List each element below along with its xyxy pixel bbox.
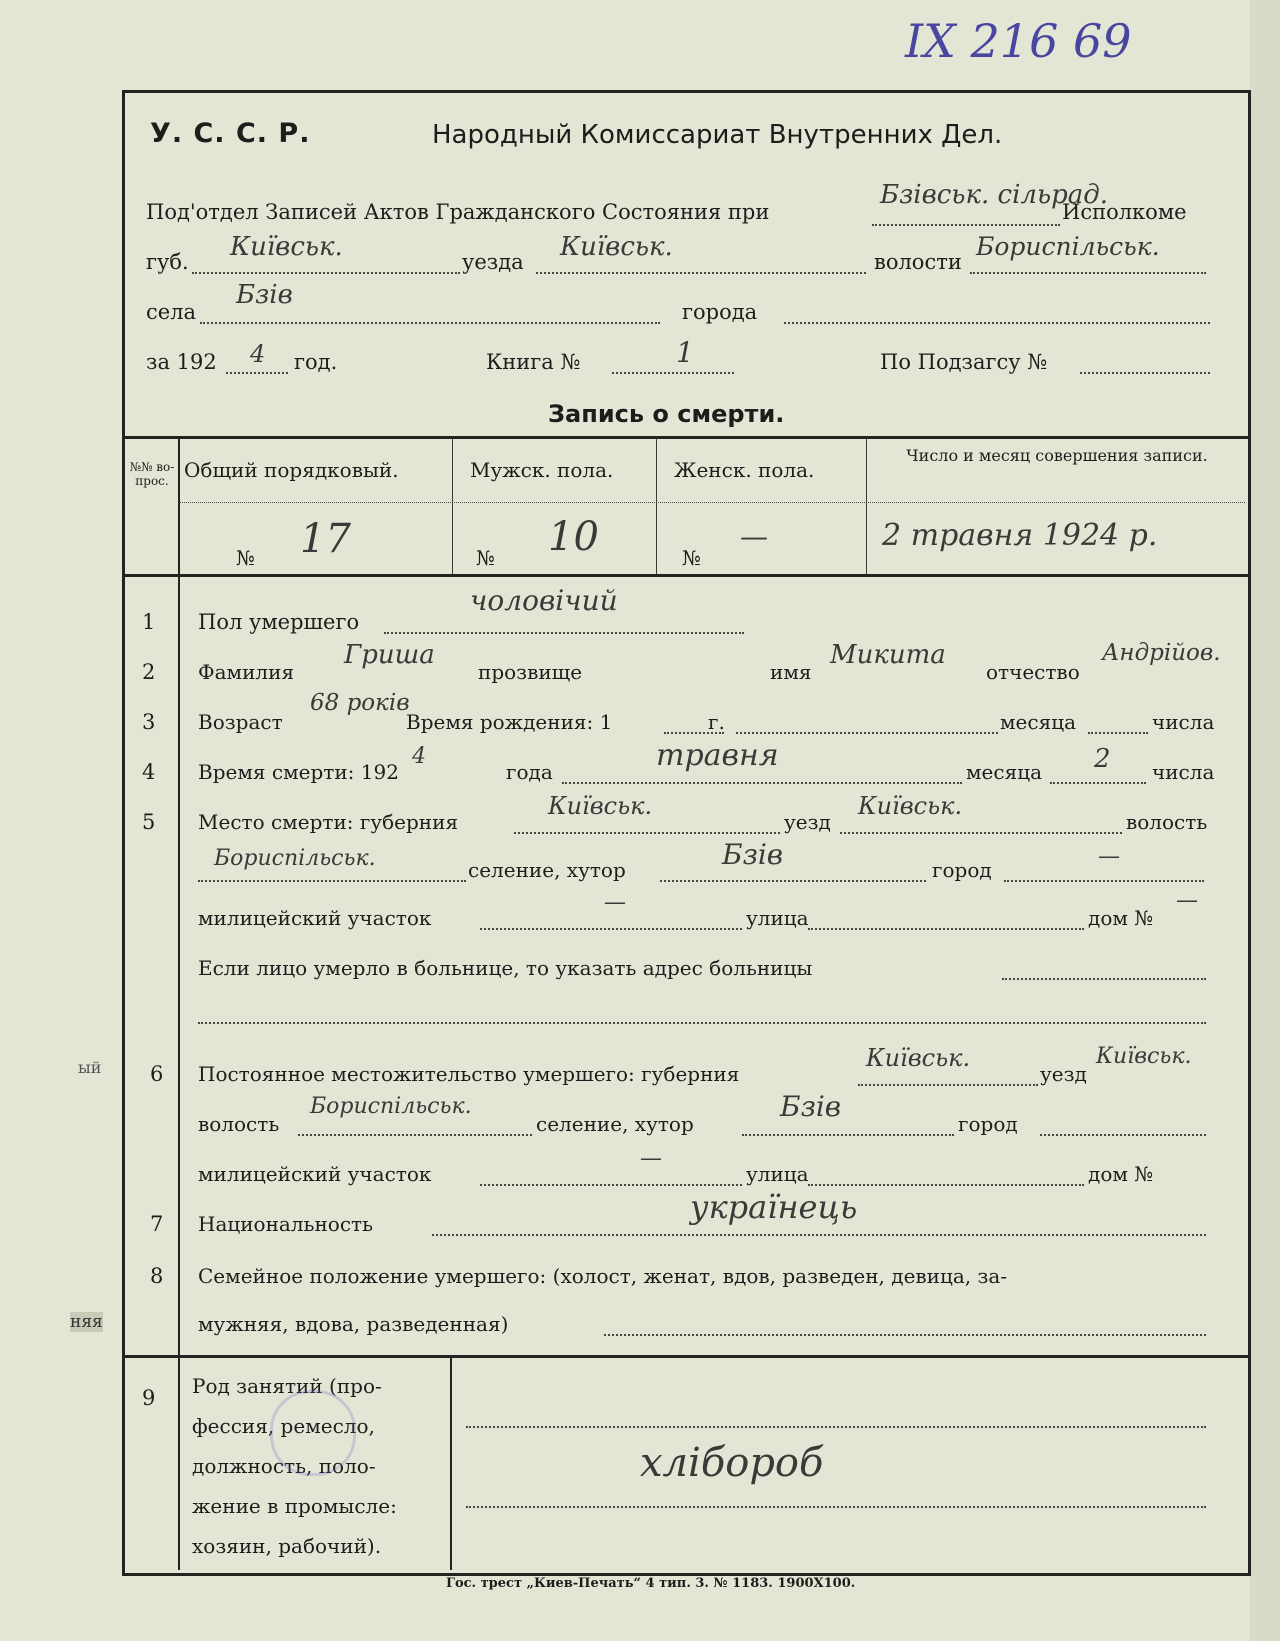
r6-mil-value: — bbox=[640, 1146, 662, 1171]
row-number: 5 bbox=[142, 810, 156, 834]
r9-value: хлібороб bbox=[640, 1440, 824, 1486]
volost-value: Бориспільськ. bbox=[976, 232, 1160, 261]
r6-uezd-value: Київськ. bbox=[1096, 1044, 1192, 1069]
r2-otch-label: отчество bbox=[986, 660, 1080, 684]
r6-mil-label: милицейский участок bbox=[198, 1162, 432, 1186]
selo-line bbox=[200, 322, 660, 324]
r5-uezd-line bbox=[840, 832, 1122, 834]
volost-label: волости bbox=[874, 250, 962, 274]
r9-label-1: Род занятий (про- bbox=[192, 1374, 382, 1398]
r6-house-label: дом № bbox=[1088, 1162, 1154, 1186]
r6-gorod-line bbox=[1040, 1134, 1206, 1136]
r1-line bbox=[384, 632, 744, 634]
r5-gorod-value: — bbox=[1098, 844, 1120, 869]
record-title: Запись о смерти. bbox=[548, 400, 785, 428]
r5-mil-label: милицейский участок bbox=[198, 906, 432, 930]
r4-goda-label: года bbox=[506, 760, 553, 784]
r5-street-line bbox=[808, 928, 1084, 930]
r1-label: Пол умершего bbox=[198, 610, 360, 634]
uezd-label: уезда bbox=[462, 250, 524, 274]
row-number: 9 bbox=[142, 1386, 156, 1410]
r6-mil-line bbox=[480, 1184, 742, 1186]
r3-g-label: г. bbox=[708, 710, 725, 734]
gub-line bbox=[192, 272, 460, 274]
r2-fam-value: Гриша bbox=[344, 640, 435, 670]
r3-day-label: числа bbox=[1152, 710, 1215, 734]
col-male-header: Мужск. пола. bbox=[470, 458, 614, 482]
header-bottom-rule bbox=[122, 574, 1248, 577]
r9-label-3: должность, поло- bbox=[192, 1454, 376, 1478]
r5-selo-label: селение, хутор bbox=[468, 858, 626, 882]
r6-gorod-label: город bbox=[958, 1112, 1018, 1136]
margin-note: ый bbox=[78, 1058, 102, 1077]
row-number: 4 bbox=[142, 760, 156, 784]
r6-street-label: улица bbox=[746, 1162, 809, 1186]
female-value: — bbox=[740, 520, 768, 553]
col-rule bbox=[866, 438, 867, 574]
header-sub-rule bbox=[180, 502, 1245, 503]
r2-nick-label: прозвище bbox=[478, 660, 583, 684]
podzags-line bbox=[1080, 372, 1210, 374]
r2-otch-value: Андрійов. bbox=[1102, 640, 1221, 666]
r4-year-value: 4 bbox=[412, 744, 426, 769]
subdept-value: Бзівськ. сільрад. bbox=[880, 180, 1108, 210]
row9-col-rule bbox=[450, 1357, 452, 1570]
r5-place-label: Место смерти: губерния bbox=[198, 810, 459, 834]
printer-imprint: Гос. трест „Киев-Печать“ 4 тип. 3. № 1183. 1900Х100. bbox=[446, 1576, 856, 1591]
gub-value: Київськ. bbox=[230, 232, 343, 262]
r4-month-line bbox=[562, 782, 962, 784]
row-number: 6 bbox=[150, 1062, 164, 1086]
general-prefix: № bbox=[236, 546, 255, 570]
r8-line bbox=[604, 1334, 1206, 1336]
row-number: 7 bbox=[150, 1212, 164, 1236]
qnum-col-rule bbox=[178, 436, 180, 1570]
r3-age-value: 68 років bbox=[310, 690, 410, 716]
r9-label-4: жение в промысле: bbox=[192, 1494, 397, 1518]
row-number: 1 bbox=[142, 610, 156, 634]
gorod-label: города bbox=[682, 300, 758, 324]
r5-gorod-label: город bbox=[932, 858, 992, 882]
table-top-rule bbox=[122, 436, 1248, 439]
year-label: за 192 bbox=[146, 350, 217, 374]
r5-hosp-line-2 bbox=[198, 1022, 1206, 1024]
gub-label: губ. bbox=[146, 250, 189, 274]
book-value: 1 bbox=[676, 336, 694, 369]
r6-gub-value: Київськ. bbox=[866, 1044, 971, 1072]
col-general-header: Общий порядковый. bbox=[184, 458, 399, 482]
r6-selo-label: селение, хутор bbox=[536, 1112, 694, 1136]
male-prefix: № bbox=[476, 546, 495, 570]
commissariat-title: Народный Комиссариат Внутренних Дел. bbox=[432, 120, 1003, 150]
r4-day-line bbox=[1050, 782, 1146, 784]
r5-volost-value: Бориспільськ. bbox=[214, 846, 376, 871]
volost-line bbox=[970, 272, 1206, 274]
r5-volost-line bbox=[198, 880, 466, 882]
col-nn-header: №№ во- прос. bbox=[129, 460, 175, 488]
r2-fam-label: Фамилия bbox=[198, 660, 295, 684]
row-number: 3 bbox=[142, 710, 156, 734]
r5-hospital-label: Если лицо умерло в больнице, то указать адрес больницы bbox=[198, 956, 813, 980]
r9-line-1 bbox=[466, 1426, 1206, 1428]
r4-month-label: месяца bbox=[966, 760, 1042, 784]
uezd-line bbox=[536, 272, 866, 274]
r5-gub-line bbox=[514, 832, 780, 834]
general-value: 17 bbox=[300, 516, 351, 562]
r3-day-line bbox=[1088, 732, 1148, 734]
book-label: Книга № bbox=[486, 350, 581, 374]
r5-gub-value: Київськ. bbox=[548, 792, 653, 820]
subdept-label: Под'отдел Записей Актов Гражданского Состояния при bbox=[146, 200, 770, 224]
col-female-header: Женск. пола. bbox=[674, 458, 815, 482]
r9-line-2 bbox=[466, 1506, 1206, 1508]
r4-month-value: травня bbox=[656, 738, 779, 773]
r6-gub-line bbox=[858, 1084, 1038, 1086]
margin-note: няя bbox=[70, 1312, 103, 1332]
r7-line bbox=[432, 1234, 1206, 1236]
r4-day-label: числа bbox=[1152, 760, 1215, 784]
r6-res-label: Постоянное местожительство умершего: губерния bbox=[198, 1062, 740, 1086]
r6-volost-value: Бориспільськ. bbox=[310, 1094, 472, 1119]
year-value: 4 bbox=[250, 340, 266, 368]
uezd-value: Київськ. bbox=[560, 232, 673, 262]
r5-street-label: улица bbox=[746, 906, 809, 930]
r6-selo-line bbox=[742, 1134, 954, 1136]
gorod-line bbox=[784, 322, 1210, 324]
r5-selo-value: Бзів bbox=[722, 838, 784, 871]
year-suffix: год. bbox=[294, 350, 338, 374]
r8-label-2: мужняя, вдова, разведенная) bbox=[198, 1312, 509, 1336]
book-line bbox=[612, 372, 734, 374]
female-prefix: № bbox=[682, 546, 701, 570]
r3-age-label: Возраст bbox=[198, 710, 283, 734]
r3-month-line bbox=[736, 732, 998, 734]
r5-uezd-value: Київськ. bbox=[858, 792, 963, 820]
r6-volost-label: волость bbox=[198, 1112, 280, 1136]
row-number: 8 bbox=[150, 1264, 164, 1288]
r2-name-label: имя bbox=[770, 660, 812, 684]
r4-day-value: 2 bbox=[1094, 744, 1111, 774]
r5-hosp-line bbox=[1002, 978, 1206, 980]
r7-value: українець bbox=[690, 1188, 858, 1226]
r5-gorod-line bbox=[1004, 880, 1204, 882]
r5-uezd-label: уезд bbox=[784, 810, 831, 834]
r8-label: Семейное положение умершего: (холост, женат, вдов, разведен, девица, за- bbox=[198, 1264, 1008, 1288]
col-rule bbox=[656, 438, 657, 574]
col-rule bbox=[452, 438, 453, 574]
r6-selo-value: Бзів bbox=[780, 1090, 842, 1123]
year-line bbox=[226, 372, 288, 374]
subdept-line bbox=[872, 224, 1060, 226]
r9-label-5: хозяин, рабочий). bbox=[192, 1534, 382, 1558]
faint-stamp bbox=[270, 1390, 356, 1476]
r6-volost-line bbox=[298, 1134, 532, 1136]
r5-mil-line bbox=[480, 928, 742, 930]
r6-street-line bbox=[808, 1184, 1084, 1186]
r1-value: чоловічий bbox=[470, 584, 618, 617]
r5-volost-label: волость bbox=[1126, 810, 1208, 834]
col-date-header: Число и месяц совершения записи. bbox=[906, 446, 1208, 465]
r4-time-label: Время смерти: 192 bbox=[198, 760, 399, 784]
r7-label: Национальность bbox=[198, 1212, 373, 1236]
row-number: 2 bbox=[142, 660, 156, 684]
ispolkom-label: Исполкоме bbox=[1062, 200, 1187, 224]
r5-mil-value: — bbox=[604, 890, 626, 915]
r5-house-value: — bbox=[1176, 888, 1198, 913]
r5-house-label: дом № bbox=[1088, 906, 1154, 930]
selo-value: Бзів bbox=[236, 280, 293, 310]
republic-title: У. С. С. Р. bbox=[150, 118, 311, 149]
r9-label-2: фессия, ремесло, bbox=[192, 1414, 375, 1438]
selo-label: села bbox=[146, 300, 197, 324]
r2-name-value: Микита bbox=[830, 640, 946, 670]
r5-selo-line bbox=[660, 880, 926, 882]
r3-birth-label: Время рождения: 1 bbox=[406, 710, 613, 734]
r3-month-label: месяца bbox=[1000, 710, 1076, 734]
archive-annotation: ІХ 216 69 bbox=[905, 14, 1132, 68]
paper-edge bbox=[1250, 0, 1280, 1641]
male-value: 10 bbox=[548, 514, 599, 560]
podzags-label: По Подзагсу № bbox=[880, 350, 1048, 374]
date-value: 2 травня 1924 р. bbox=[882, 518, 1158, 553]
row9-top-rule bbox=[122, 1355, 1248, 1358]
r6-uezd-label: уезд bbox=[1040, 1062, 1087, 1086]
